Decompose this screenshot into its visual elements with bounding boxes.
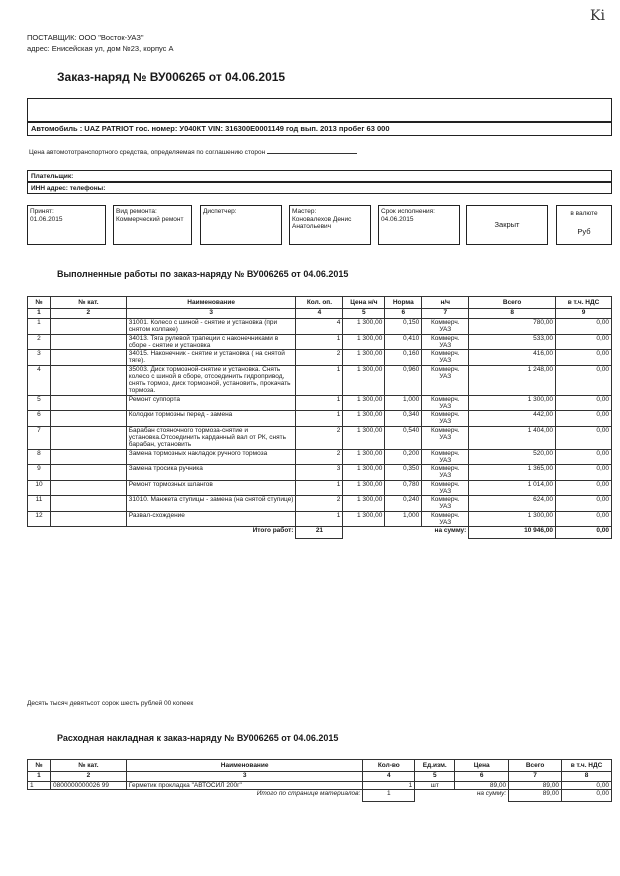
cell-n: 9 <box>28 465 51 481</box>
cell-total: 442,00 <box>469 411 556 427</box>
info-box-master <box>289 205 371 245</box>
cell-qty: 2 <box>296 449 343 465</box>
info-label: Срок исполнения: <box>381 208 435 215</box>
cell-total: 624,00 <box>469 496 556 512</box>
cell-price: 89,00 <box>455 782 509 790</box>
cell-vat: 0,00 <box>556 496 612 512</box>
col-number: 4 <box>363 772 415 782</box>
cell-qty: 1 <box>296 395 343 411</box>
cell-n: 4 <box>28 365 51 395</box>
address-line: адрес: Енисейская ул, дом №23, корпус А <box>27 44 174 53</box>
cell-total: 89,00 <box>509 782 562 790</box>
cell-qty: 2 <box>296 496 343 512</box>
cell-price: 1 300,00 <box>343 334 385 350</box>
cell-nh: Коммерч. УАЗ <box>422 334 469 350</box>
cell-norm: 0,780 <box>385 480 422 496</box>
table-row <box>28 480 612 496</box>
col-header: Кол. оп. <box>296 297 343 309</box>
cell-cat <box>50 365 126 395</box>
cell-n: 3 <box>28 350 51 366</box>
cell-norm: 0,340 <box>385 411 422 427</box>
col-number: 7 <box>422 309 469 319</box>
cell-price: 1 300,00 <box>343 496 385 512</box>
cell-vat: 0,00 <box>556 319 612 335</box>
cell-price: 1 300,00 <box>343 511 385 527</box>
cell-name: Замена тросика ручника <box>126 465 296 481</box>
status-box <box>466 205 548 245</box>
col-header: в т.ч. НДС <box>562 760 612 772</box>
cell-qty: 1 <box>296 334 343 350</box>
cell-nh: Коммерч. УАЗ <box>422 511 469 527</box>
cell-total: 1 014,00 <box>469 480 556 496</box>
total-sum: 10 946,00 <box>469 527 556 539</box>
table-row <box>28 496 612 512</box>
col-header: Цена <box>455 760 509 772</box>
amount-in-words: Десять тысяч девятьсот сорок шесть рублей 00 копеек <box>27 700 194 707</box>
cell-norm: 1,000 <box>385 395 422 411</box>
cell-n: 5 <box>28 395 51 411</box>
cell-name: 34013. Тяга рулевой трапеции с наконечниками в сборе - снятие и установка <box>126 334 296 350</box>
cell-total: 1 404,00 <box>469 426 556 449</box>
col-header: Наименование <box>126 760 362 772</box>
cell-n: 10 <box>28 480 51 496</box>
table-row <box>28 465 612 481</box>
cell-n: 2 <box>28 334 51 350</box>
info-box-deadline <box>378 205 460 245</box>
cell-norm: 0,160 <box>385 350 422 366</box>
works-total-row <box>28 527 612 539</box>
total-vat: 0,00 <box>556 527 612 539</box>
cell-nh: Коммерч. УАЗ <box>422 496 469 512</box>
cell-name: Колодки тормозны перед - замена <box>126 411 296 427</box>
table-row <box>28 319 612 335</box>
info-box-repair-type <box>113 205 192 245</box>
total-label: Итого по странице материалов: <box>256 790 361 798</box>
cell-name: 31010. Манжета ступицы - замена (на снятой ступице) <box>126 496 296 512</box>
total-qty: 1 <box>363 790 415 802</box>
payer-box <box>27 170 612 182</box>
col-number: 8 <box>562 772 612 782</box>
table-row <box>28 511 612 527</box>
cell-nh: Коммерч. УАЗ <box>422 449 469 465</box>
cell-norm: 0,240 <box>385 496 422 512</box>
cell-qty: 1 <box>363 782 415 790</box>
cell-n: 11 <box>28 496 51 512</box>
vehicle-info: Автомобиль : UAZ PATRIOT гос. номер: У040КТ VIN: 316300Е0001149 год вып. 2013 пробег 63 000 <box>31 124 390 133</box>
works-table <box>27 296 612 539</box>
cell-name: Замена тормозных накладок ручного тормоза <box>126 449 296 465</box>
materials-table <box>27 759 612 802</box>
materials-title: Расходная накладная к заказ-наряду № ВУ006265 от 04.06.2015 <box>57 733 339 743</box>
cell-name: Развал-схождение <box>126 511 296 527</box>
info-value: Коновалехов Денис Анатольевич <box>292 216 352 231</box>
cell-n: 7 <box>28 426 51 449</box>
info-value: 04.06.2015 <box>381 216 414 223</box>
cell-norm: 0,540 <box>385 426 422 449</box>
cell-nh: Коммерч. УАЗ <box>422 365 469 395</box>
cell-n: 8 <box>28 449 51 465</box>
cell-qty: 2 <box>296 350 343 366</box>
cell-name: Барабан стояночного тормоза-снятие и установка.Отсоединить карданный вал от РК, снять барабан, установить <box>126 426 296 449</box>
cell-name: Ремонт суппорта <box>126 395 296 411</box>
cell-vat: 0,00 <box>556 365 612 395</box>
cell-qty: 2 <box>296 426 343 449</box>
materials-header-row <box>28 760 612 772</box>
info-box-accepted <box>27 205 106 245</box>
info-value: 01.06.2015 <box>30 216 63 223</box>
currency-value: Руб <box>577 227 591 236</box>
cell-nh: Коммерч. УАЗ <box>422 411 469 427</box>
cell-price: 1 300,00 <box>343 350 385 366</box>
col-number: 5 <box>415 772 455 782</box>
works-colnum-row <box>28 309 612 319</box>
payer-details: ИНН адрес: телефоны: <box>31 185 106 192</box>
works-header-row <box>28 297 612 309</box>
cell-cat <box>50 465 126 481</box>
cell-cat <box>50 334 126 350</box>
info-value: Коммерческий ремонт <box>116 216 184 223</box>
col-header: Всего <box>469 297 556 309</box>
cell-norm: 0,150 <box>385 319 422 335</box>
col-header: Всего <box>509 760 562 772</box>
cell-n: 12 <box>28 511 51 527</box>
cell-nh: Коммерч. УАЗ <box>422 480 469 496</box>
col-number: 6 <box>385 309 422 319</box>
cell-unit: шт <box>415 782 455 790</box>
cell-total: 416,00 <box>469 350 556 366</box>
cell-n: 1 <box>28 782 51 790</box>
cell-qty: 3 <box>296 465 343 481</box>
col-number: 1 <box>28 309 51 319</box>
currency-label: в валюте <box>570 210 598 217</box>
col-header: Норма <box>385 297 422 309</box>
total-label: Итого работ: <box>252 527 294 535</box>
handwritten-mark: Ki <box>590 8 605 24</box>
cell-name: 34015. Наконечник - снятие и установка ( на снятой тяге). <box>126 350 296 366</box>
cell-cat <box>50 319 126 335</box>
supplier-line: ПОСТАВЩИК: ООО "Восток-УАЗ" <box>27 33 144 42</box>
cell-cat <box>50 350 126 366</box>
table-row <box>28 365 612 395</box>
cell-cat <box>50 496 126 512</box>
col-header: Цена н/ч <box>343 297 385 309</box>
page-title: Заказ-наряд № ВУ006265 от 04.06.2015 <box>57 70 286 84</box>
col-number: 2 <box>50 772 126 782</box>
payer-label: Плательщик: <box>31 173 74 180</box>
cell-price: 1 300,00 <box>343 395 385 411</box>
cell-name: Ремонт тормозных шлангов <box>126 480 296 496</box>
blank-header-box <box>27 98 612 122</box>
cell-nh: Коммерч. УАЗ <box>422 350 469 366</box>
cell-total: 1 300,00 <box>469 395 556 411</box>
cell-nh: Коммерч. УАЗ <box>422 395 469 411</box>
works-title: Выполненные работы по заказ-наряду № ВУ006265 от 04.06.2015 <box>57 269 349 279</box>
cell-price: 1 300,00 <box>343 411 385 427</box>
cell-n: 1 <box>28 319 51 335</box>
cell-vat: 0,00 <box>556 480 612 496</box>
col-number: 8 <box>469 309 556 319</box>
cell-vat: 0,00 <box>556 449 612 465</box>
cell-price: 1 300,00 <box>343 426 385 449</box>
cell-vat: 0,00 <box>562 782 612 790</box>
total-vat: 0,00 <box>562 790 612 802</box>
cell-vat: 0,00 <box>556 395 612 411</box>
cell-vat: 0,00 <box>556 334 612 350</box>
cell-price: 1 300,00 <box>343 465 385 481</box>
cell-total: 780,00 <box>469 319 556 335</box>
table-row <box>28 334 612 350</box>
info-label: Принят: <box>30 208 54 215</box>
cell-cat <box>50 411 126 427</box>
cell-name: Герметик прокладка "АВТОСИЛ 200г" <box>126 782 362 790</box>
col-header: № кат. <box>50 297 126 309</box>
cell-nh: Коммерч. УАЗ <box>422 426 469 449</box>
col-number: 3 <box>126 309 296 319</box>
cell-nh: Коммерч. УАЗ <box>422 319 469 335</box>
cell-n: 6 <box>28 411 51 427</box>
table-row <box>28 449 612 465</box>
cell-price: 1 300,00 <box>343 480 385 496</box>
col-header: н/ч <box>422 297 469 309</box>
info-box-dispatcher <box>200 205 282 245</box>
col-number: 4 <box>296 309 343 319</box>
materials-colnum-row <box>28 772 612 782</box>
cell-name: 31001. Колесо с шиной - снятие и установка (при снятом колпаке) <box>126 319 296 335</box>
cell-cat: 0800000000026 99 <box>50 782 126 790</box>
col-number: 9 <box>556 309 612 319</box>
cell-vat: 0,00 <box>556 426 612 449</box>
cell-vat: 0,00 <box>556 511 612 527</box>
info-label: Диспетчер: <box>203 208 237 215</box>
cell-vat: 0,00 <box>556 411 612 427</box>
cell-cat <box>50 449 126 465</box>
cell-cat <box>50 395 126 411</box>
col-number: 1 <box>28 772 51 782</box>
status-label: Закрыт <box>494 220 520 229</box>
cell-qty: 1 <box>296 480 343 496</box>
table-row <box>28 350 612 366</box>
col-number: 2 <box>50 309 126 319</box>
cell-price: 1 300,00 <box>343 319 385 335</box>
col-header: Наименование <box>126 297 296 309</box>
cell-qty: 1 <box>296 365 343 395</box>
col-number: 7 <box>509 772 562 782</box>
cell-price: 1 300,00 <box>343 365 385 395</box>
col-header: в т.ч. НДС <box>556 297 612 309</box>
payer-details-box <box>27 182 612 194</box>
info-label: Мастер: <box>292 208 317 215</box>
cell-total: 1 300,00 <box>469 511 556 527</box>
cell-norm: 0,410 <box>385 334 422 350</box>
cell-cat <box>50 480 126 496</box>
cell-norm: 0,200 <box>385 449 422 465</box>
currency-box <box>556 205 612 245</box>
info-label: Вид ремонта: <box>116 208 157 215</box>
cell-vat: 0,00 <box>556 465 612 481</box>
cell-cat <box>50 426 126 449</box>
table-row <box>28 782 612 790</box>
table-row <box>28 411 612 427</box>
cell-qty: 1 <box>296 411 343 427</box>
col-header: № кат. <box>50 760 126 772</box>
cell-nh: Коммерч. УАЗ <box>422 465 469 481</box>
cell-vat: 0,00 <box>556 350 612 366</box>
table-row <box>28 426 612 449</box>
cell-qty: 4 <box>296 319 343 335</box>
col-header: Кол-во <box>363 760 415 772</box>
col-header: Ед.изм. <box>415 760 455 772</box>
cell-total: 1 365,00 <box>469 465 556 481</box>
col-number: 6 <box>455 772 509 782</box>
cell-total: 520,00 <box>469 449 556 465</box>
vehicle-box <box>27 122 612 136</box>
cell-norm: 0,960 <box>385 365 422 395</box>
price-note: Цена автомототранспортного средства, определяемая по соглашению сторон <box>29 149 357 156</box>
cell-qty: 1 <box>296 511 343 527</box>
cell-total: 533,00 <box>469 334 556 350</box>
total-qty: 21 <box>296 527 343 539</box>
cell-price: 1 300,00 <box>343 449 385 465</box>
col-header: № <box>28 297 51 309</box>
materials-total-row <box>28 790 612 802</box>
cell-norm: 0,350 <box>385 465 422 481</box>
sum-label: на сумму: <box>476 790 507 798</box>
cell-name: 35003. Диск тормозной-снятие и установка. Снять колесо с шиной в сборе, отсоединить гидропривод, снять тормоз, диск тормозной, установить, прокачать тормоза. <box>126 365 296 395</box>
col-number: 3 <box>126 772 362 782</box>
col-header: № <box>28 760 51 772</box>
total-sum: 89,00 <box>509 790 562 802</box>
cell-cat <box>50 511 126 527</box>
table-row <box>28 395 612 411</box>
col-number: 5 <box>343 309 385 319</box>
sum-label: на сумму: <box>434 527 467 535</box>
cell-total: 1 248,00 <box>469 365 556 395</box>
cell-norm: 1,000 <box>385 511 422 527</box>
